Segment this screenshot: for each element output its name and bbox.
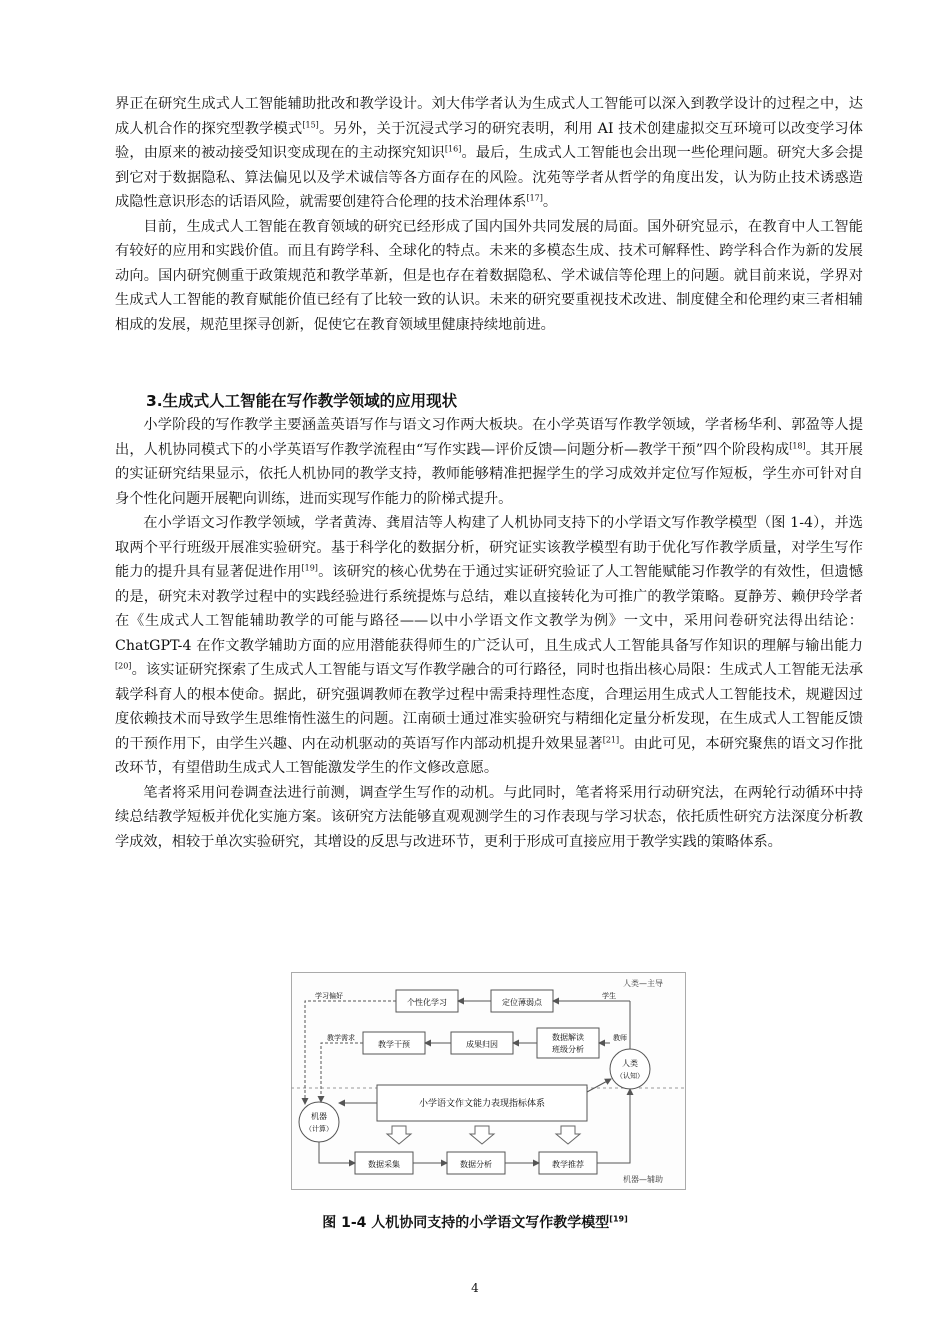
paragraph-4-text-c: 。该实证研究探索了生成式人工智能与语文写作教学融合的可行路径，同时也指出核心局限：生成式人工智能无法承载学科育人的根本使命。据此，研究强调教师在教学过程中需秉持理性态度，合理运用生成式人工智能技术，规避因过度依赖技术而导致学生思维惰性滋生的问题。江南硕士通过准实验研究与精细化定量分析发现，在生成式人工智能反馈的干预作用下，由学生兴趣、内在动机驱动的英语写作内部动机提升效果显著 [115,662,863,752]
figure-caption [0,1212,950,1232]
page-number: 4 [471,1281,479,1295]
text-data-collection: 数据采集 [368,1160,400,1169]
paragraph-4 [115,511,863,781]
text-teacher: 教师 [613,1034,627,1042]
citation-18[interactable]: [18] [789,440,806,450]
text-machine-1: 机器 [311,1112,327,1121]
paragraph-1-text-a: 界正在研究生成式人工智能辅助批改和教学设计。刘大伟学者认为生成式人工智能可以深入到教学设计的过程之中，达成人机合作的探究型教学模式 [115,96,863,137]
paragraph-1-text-b: 。另外，关于沉浸式学习的研究表明，利用 AI 技术创建虚拟交互环境可以改变学习体验，由原来的被动接受知识变成现在的主动探究知识 [115,120,863,161]
text-result-attribution: 成果归因 [466,1040,498,1049]
citation-17[interactable]: [17] [526,193,543,203]
label-machine-assist: 机器—辅助 [623,1175,663,1184]
paragraph-4-text-a: 在小学语文习作教学领域，学者黄涛、龚眉洁等人构建了人机协同支持下的小学语文写作教学模型（图 1-4），并选取两个平行班级开展准实验研究。基于科学化的数据分析，研究证实该教学模型有助于优化写作教学质量，对学生写作能力的提升具有显著促进作用 [115,515,863,580]
body-text-top [115,92,863,337]
text-student: 学生 [602,992,616,1000]
caption-citation[interactable]: [19] [609,1214,628,1224]
node-human [610,1049,650,1089]
citation-19[interactable]: [19] [301,563,318,573]
body-text-bottom [115,413,863,854]
text-human-2: （认知） [616,1072,644,1080]
citation-15[interactable]: [15] [302,119,319,129]
paragraph-5: 笔者将采用问卷调查法进行前测，调查学生写作的动机。与此同时，笔者将采用行动研究法，在两轮行动循环中持续总结教学短板并优化实施方案。该研究方法能够直观观测学生的习作表现与学习状态，依托质性研究方法深度分析教学成效，相较于单次实验研究，其增设的反思与改进环节，更利于形成可直接应用于教学实践的策略体系。 [115,784,863,850]
citation-21[interactable]: [21] [602,734,620,744]
paragraph-3-text-a: 小学阶段的写作教学主要涵盖英语写作与语文习作两大板块。在小学英语写作教学领域，学者杨华利、郭盈等人提出，人机协同模式下的小学英语写作教学流程由“写作实践—评价反馈—问题分析—教学干预”四个阶段构成 [115,417,863,458]
figure-1-4 [291,972,686,1190]
text-learning-preference: 学习偏好 [315,992,343,1000]
text-locate-weakness: 定位薄弱点 [502,998,542,1007]
figure-diagram [291,972,686,1190]
paragraph-1-text-c: 。最后，生成式人工智能也会出现一些伦理问题。研究大多会提到它对于数据隐私、算法偏见以及学术诚信等各方面存在的风险。沈苑等学者从哲学的角度出发，认为防止技术诱惑造成隐性意识形态的话语风险，就需要创建符合伦理的技术治理体系 [115,145,863,210]
text-data-analysis: 数据分析 [460,1160,492,1169]
paragraph-3 [115,413,863,511]
text-data-interpret-2: 班级分析 [552,1045,584,1054]
text-teaching-recommendation: 教学推荐 [552,1160,584,1169]
text-machine-2: （计算） [305,1125,333,1133]
caption-text: 图 1-4 人机协同支持的小学语文写作教学模型 [322,1215,610,1231]
paragraph-3-text-b: 。其开展的实证研究结果显示，依托人机协同的教学支持，教师能够精准把握学生的学习成效并定位写作短板，学生亦可针对自身个性化问题开展靶向训练，进而实现写作能力的阶梯式提升。 [115,441,863,507]
text-teaching-intervention: 教学干预 [378,1040,410,1049]
text-teaching-needs: 教学需求 [327,1034,355,1042]
text-human-1: 人类 [622,1059,638,1068]
text-data-interpret-1: 数据解读 [552,1033,584,1042]
paragraph-1-text-d: 。 [542,194,558,210]
node-machine [299,1102,339,1142]
citation-20[interactable]: [20] [115,661,132,671]
citation-16[interactable]: [16] [444,144,462,154]
paragraph-4-text-d: 。由此可见，本研究聚焦的语文习作批改环节，有望借助生成式人工智能激发学生的作文修改意愿。 [115,735,863,776]
label-human-lead: 人类—主导 [623,979,663,988]
paragraph-4-text-b: 。该研究的核心优势在于通过实证研究验证了人工智能赋能习作教学的有效性，但遗憾的是，研究未对教学过程中的实践经验进行系统提炼与总结，难以直接转化为可推广的教学策略。夏静芳、赖伊玲学者在《生成式人工智能辅助教学的可能与路径——以中小学语文作文教学为例》一文中，采用问卷研究法得出结论：ChatGPT-4 在作文教学辅助方面的应用潜能获得师生的广泛认可，且生成式人工智能具备写作知识的理解与输出能力 [115,564,863,654]
paragraph-1 [115,92,863,215]
text-center-system: 小学语文作文能力表现指标体系 [418,1099,546,1109]
text-personalized-learning: 个性化学习 [407,998,447,1007]
paragraph-2: 目前，生成式人工智能在教育领域的研究已经形成了国内国外共同发展的局面。国外研究显示，在教育中人工智能有较好的应用和实践价值。而且有跨学科、全球化的特点。未来的多模态生成、技术可解释性、跨学科合作为新的发展动向。国内研究侧重于政策规范和教学革新，但是也存在着数据隐私、学术诚信等伦理上的问题。就目前来说，学界对生成式人工智能的教育赋能价值已经有了比较一致的认识。未来的研究要重视技术改进、制度健全和伦理约束三者相辅相成的发展，规范里探寻创新，促使它在教育领域里健康持续地前进。 [115,218,863,333]
section-heading: 3.生成式人工智能在写作教学领域的应用现状 [146,392,458,410]
